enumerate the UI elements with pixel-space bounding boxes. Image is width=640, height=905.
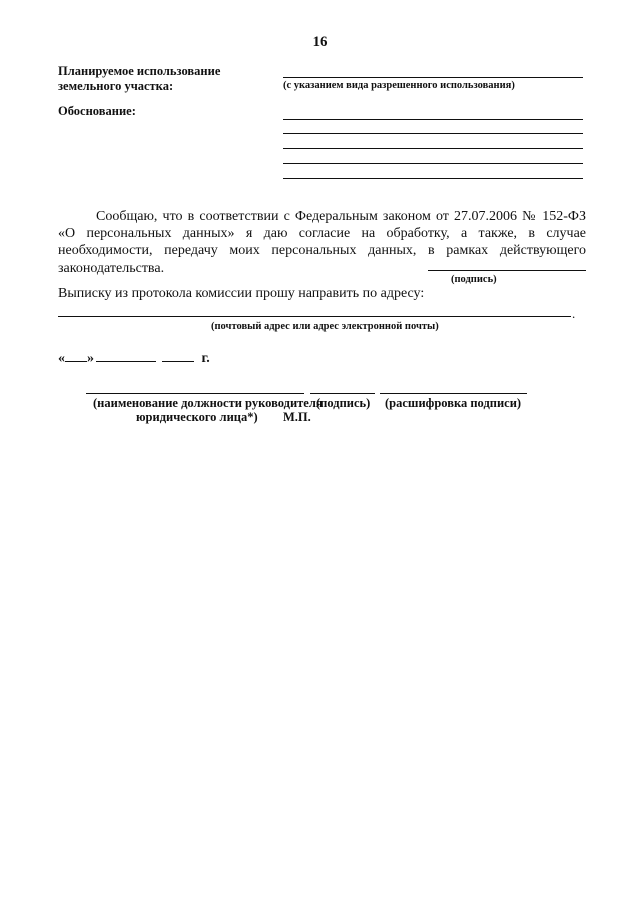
justification-line-3[interactable] [283, 148, 583, 149]
address-caption: (почтовый адрес или адрес электронной почты) [211, 321, 439, 332]
month-field[interactable] [96, 348, 156, 362]
land-use-label [58, 64, 220, 94]
justification-line-4[interactable] [283, 163, 583, 164]
head-signature-field[interactable] [310, 393, 375, 394]
head-signature-caption: (подпись) [316, 396, 371, 410]
address-end-dot: . [572, 306, 576, 321]
justification-line-5[interactable] [283, 178, 583, 179]
date-row [58, 348, 210, 367]
consent-paragraph: Сообщаю, что в соответствии с Федеральным законом от 27.07.2006 № 152-ФЗ «О персональных данных» я даю согласие на обработку, а также, в случае необходимости, передачу моих персональных данных, в рамках действующего законодательства. [58, 209, 586, 276]
justification-line-1[interactable] [283, 119, 583, 120]
day-field[interactable] [65, 348, 87, 362]
date-open-quote: « [58, 351, 65, 366]
land-use-field[interactable] [283, 77, 583, 78]
position-caption-line1: (наименование должности руководителя [93, 396, 323, 410]
decryption-caption: (расшифровка подписи) [385, 396, 522, 410]
justification-label: Обоснование: [58, 104, 136, 118]
land-use-label-line2: земельного участка: [58, 79, 174, 93]
address-request-text: Выписку из протокола комиссии прошу направить по адресу: [58, 286, 425, 301]
address-field[interactable] [58, 316, 571, 317]
applicant-signature-caption: (подпись) [451, 274, 497, 285]
justification-line-2[interactable] [283, 133, 583, 134]
applicant-signature-line[interactable] [428, 270, 586, 271]
land-use-label-line1: Планируемое использование [58, 64, 221, 78]
position-field[interactable] [86, 393, 304, 394]
position-caption-line2: юридического лица*) [136, 410, 258, 424]
land-use-caption: (с указанием вида разрешенного использования) [283, 80, 515, 91]
year-field[interactable] [162, 348, 194, 362]
decryption-field[interactable] [380, 393, 527, 394]
stamp-placeholder: М.П. [283, 410, 311, 424]
date-close-quote: » [87, 351, 94, 366]
page-number: 16 [312, 34, 328, 50]
date-year-suffix: г. [201, 351, 210, 366]
